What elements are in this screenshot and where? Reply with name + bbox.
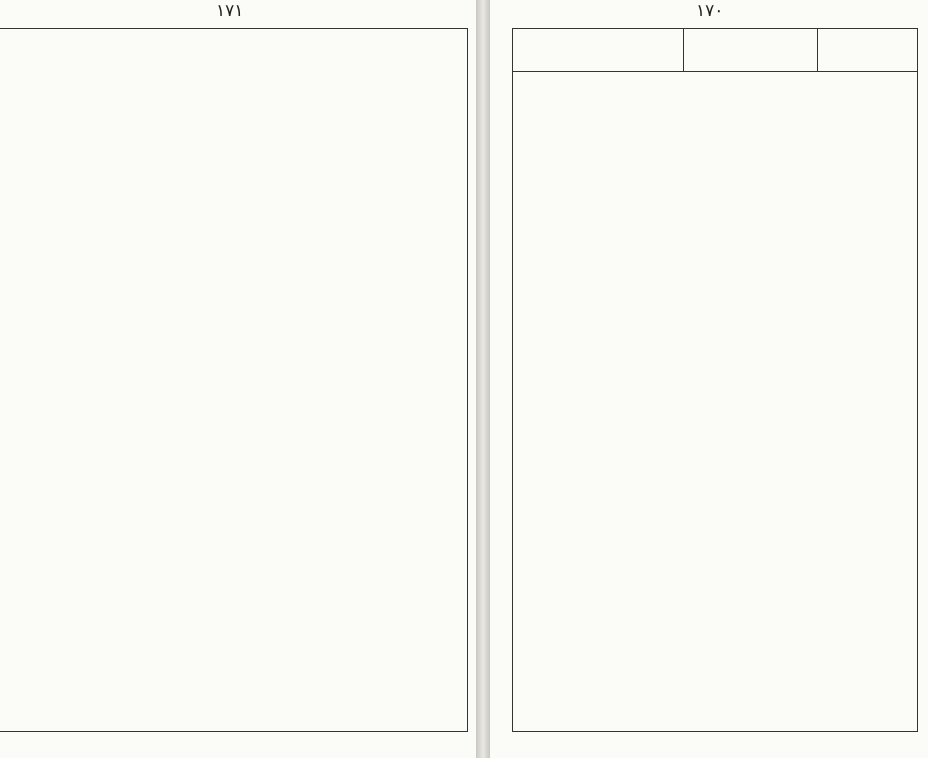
header-cell-2 [683, 29, 817, 71]
header-cell-1 [513, 29, 683, 71]
right-page-number: ۱۷۰ [696, 1, 724, 21]
left-page-number: ۱۷۱ [216, 1, 244, 21]
right-page [490, 0, 928, 758]
header-cell-3 [817, 29, 919, 71]
left-text-block [0, 28, 468, 732]
right-text-block [512, 28, 918, 732]
header-table [513, 29, 917, 72]
